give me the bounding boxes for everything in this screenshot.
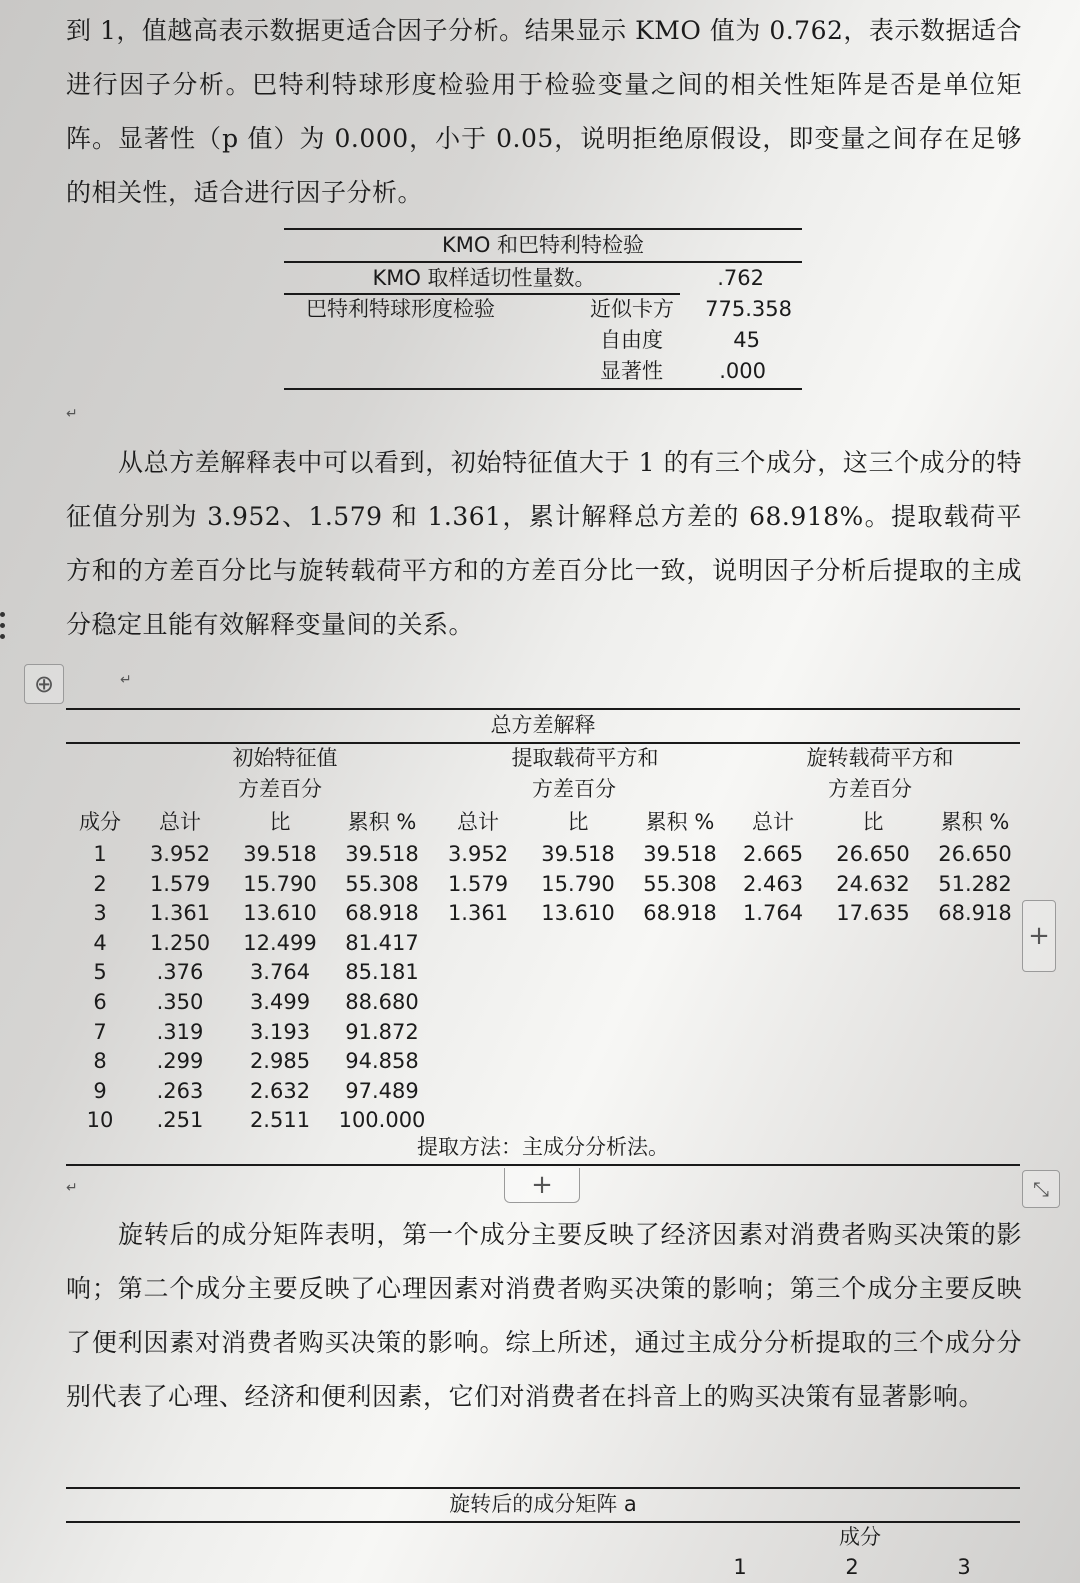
table-cell: 12.499	[243, 930, 317, 955]
table-cell: 1.361	[149, 901, 211, 926]
table-cell: 88.680	[345, 990, 419, 1014]
paragraph-variance-explanation: 从总方差解释表中可以看到，初始特征值大于 1 的有三个成分，这三个成分的特征值分别为 3.952、1.579 和 1.361，累计解释总方差的 68.918%。提取载荷平方和的方差百分比与旋转载荷平方和的方差百分比一致，说明因子分析后提取的主成分稳定且能有效解释变量间的关系。	[66, 448, 1022, 639]
table-cell: 100.000	[338, 1108, 426, 1133]
table-cell: 97.489	[345, 1078, 419, 1103]
paragraph-rotated-explanation: 旋转后的成分矩阵表明，第一个成分主要反映了经济因素对消费者购买决策的影响；第二个成分主要反映了心理因素对消费者购买决策的影响；第三个成分主要反映了便利因素对消费者购买决策的影响。综上所述，通过主成分分析提取的三个成分分别代表了心理、经济和便利因素，它们对消费者在抖音上的购买决策有显著影响。	[66, 1220, 1022, 1411]
table-cell: 17.635	[836, 901, 910, 926]
table-cell: 39.518	[541, 842, 615, 866]
variance-bottom-rule	[66, 1164, 1020, 1166]
table-cell: 3.952	[447, 842, 509, 866]
table-cell: 13.610	[541, 901, 615, 926]
table-cell: 1	[93, 842, 107, 866]
column-header: 比	[269, 810, 291, 834]
table-cell: 7	[93, 1019, 107, 1044]
kmo-label: KMO 取样适切性量数。	[372, 266, 596, 290]
table-cell: 94.858	[345, 1049, 419, 1074]
table-cell: 1.361	[447, 901, 509, 926]
column-header: 总计	[457, 810, 499, 834]
table-cell: 91.872	[345, 1019, 419, 1044]
column-header: 总计	[159, 810, 201, 834]
table-cell: 85.181	[345, 960, 419, 985]
table-cell: 1.579	[149, 871, 211, 896]
chi-square-value: 775.358	[705, 297, 792, 321]
table-cell: 2.665	[742, 842, 804, 866]
table-move-icon[interactable]: ⊕	[24, 664, 64, 704]
rotated-col-1: 1	[733, 1555, 747, 1579]
sig-label: 显著性	[600, 359, 663, 383]
table-cell: 13.610	[243, 901, 317, 926]
kmo-table-title: KMO 和巴特利特检验	[441, 233, 645, 257]
column-header: 累积 %	[940, 810, 1010, 834]
kmo-value: .762	[717, 266, 764, 290]
column-header: 比	[862, 810, 884, 834]
df-label: 自由度	[600, 328, 663, 352]
table-cell: 1.250	[149, 930, 211, 955]
rotated-table-title: 旋转后的成分矩阵 a	[449, 1492, 637, 1516]
table-cell: .350	[156, 990, 204, 1014]
group-initial-eigen: 初始特征值	[232, 746, 338, 770]
table-cell: 5	[93, 960, 107, 985]
header-pct-top-2: 方差百分	[532, 777, 616, 801]
column-header: 累积 %	[645, 810, 715, 834]
rotated-component-header: 成分	[839, 1525, 881, 1549]
table-cell: 4	[93, 930, 107, 955]
header-pct-top-3: 方差百分	[828, 777, 912, 801]
table-cell: 1.764	[742, 901, 804, 926]
table-cell: 39.518	[643, 842, 717, 866]
table-cell: .376	[156, 960, 204, 985]
table-cell: 2.463	[742, 871, 804, 896]
bartlett-label: 巴特利特球形度检验	[306, 297, 495, 321]
table-cell: 15.790	[243, 871, 317, 896]
table-cell: 2.985	[249, 1049, 311, 1074]
table-resize-icon[interactable]: ⤡	[1022, 1170, 1060, 1208]
table-cell: 39.518	[243, 842, 317, 866]
kmo-bottom-rule	[284, 388, 802, 390]
table-cell: 3.499	[249, 990, 311, 1014]
table-cell: 81.417	[345, 930, 419, 955]
header-pct-top-1: 方差百分	[238, 777, 322, 801]
column-header: 成分	[79, 810, 121, 834]
table-cell: 1.579	[447, 871, 509, 896]
chi-square-label: 近似卡方	[590, 297, 674, 321]
table-cell: 2.632	[249, 1078, 311, 1103]
table-cell: .299	[156, 1049, 204, 1074]
table-cell: .319	[156, 1019, 204, 1044]
sig-value: .000	[719, 359, 766, 383]
paragraph-mark: ↵	[120, 672, 132, 688]
group-extraction: 提取载荷平方和	[511, 746, 659, 770]
table-cell: 68.918	[643, 901, 717, 926]
table-cell: 2.511	[249, 1108, 311, 1133]
table-cell: 10	[86, 1108, 114, 1133]
table-cell: 68.918	[345, 901, 419, 926]
table-cell: 3.952	[149, 842, 211, 866]
group-rotation: 旋转载荷平方和	[806, 746, 954, 770]
table-cell: 51.282	[938, 871, 1012, 896]
rotated-col-2: 2	[845, 1555, 859, 1579]
column-header: 累积 %	[347, 810, 417, 834]
table-cell: .263	[156, 1078, 204, 1103]
variance-footnote: 提取方法：主成分分析法。	[417, 1135, 669, 1159]
table-cell: 26.650	[938, 842, 1012, 866]
table-cell: 55.308	[345, 871, 419, 896]
df-value: 45	[733, 328, 760, 352]
table-cell: 68.918	[938, 901, 1012, 926]
column-header: 总计	[752, 810, 794, 834]
paragraph-mark: ↵	[66, 406, 78, 422]
add-column-button[interactable]: +	[1022, 900, 1056, 972]
table-cell: 3.193	[249, 1019, 311, 1044]
table-cell: 3.764	[249, 960, 311, 985]
drag-dots-icon[interactable]	[0, 612, 8, 645]
table-cell: 24.632	[836, 871, 910, 896]
add-row-button[interactable]: +	[504, 1168, 580, 1203]
table-cell: 9	[93, 1078, 107, 1103]
column-header: 比	[567, 810, 589, 834]
table-cell: 8	[93, 1049, 107, 1074]
paragraph-mark: ↵	[66, 1180, 78, 1196]
variance-table-title: 总方差解释	[490, 713, 596, 737]
table-cell: 26.650	[836, 842, 910, 866]
table-cell: .251	[156, 1108, 204, 1133]
table-cell: 2	[93, 871, 107, 896]
table-cell: 3	[93, 901, 107, 926]
table-cell: 6	[93, 990, 107, 1014]
table-cell: 15.790	[541, 871, 615, 896]
table-cell: 55.308	[643, 871, 717, 896]
paragraph-kmo-explanation: 到 1，值越高表示数据更适合因子分析。结果显示 KMO 值为 0.762，表示数据适合进行因子分析。巴特利特球形度检验用于检验变量之间的相关性矩阵是否是单位矩阵。显著性（p 值）为 0.000，小于 0.05，说明拒绝原假设，即变量之间存在足够的相关性，适合进行因子分析。	[66, 16, 1022, 207]
table-cell: 39.518	[345, 842, 419, 866]
rotated-col-3: 3	[957, 1555, 971, 1579]
